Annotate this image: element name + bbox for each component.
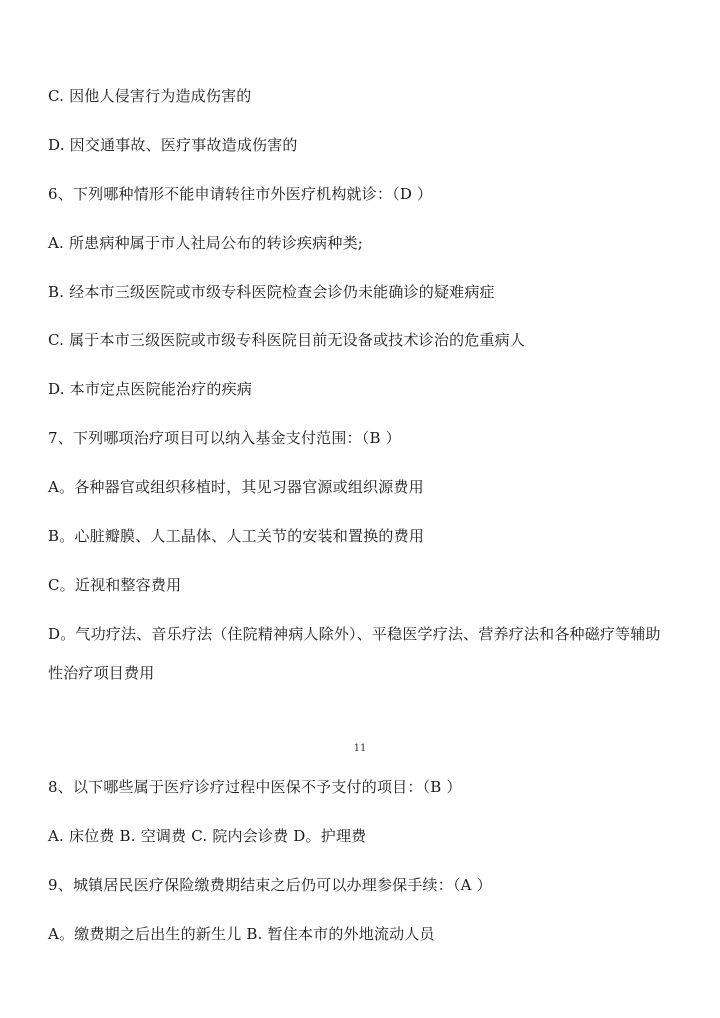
option-5c: C. 因他人侵害行为造成伤害的 [48,87,252,105]
option-6d: D. 本市定点医院能治疗的疾病 [48,380,253,398]
option-5d: D. 因交通事故、医疗事故造成伤害的 [48,136,298,154]
question-9: 9、城镇居民医疗保险缴费期结束之后仍可以办理参保手续：（A ） [48,876,492,894]
page-number: 11 [353,743,367,754]
options-8: A. 床位费 B. 空调费 C. 院内会诊费 D。护理费 [48,827,367,845]
option-7d-continued: 性治疗项目费用 [48,664,155,682]
options-9: A。缴费期之后出生的新生儿 B. 暂住本市的外地流动人员 [48,925,435,943]
option-7d: D。气功疗法、音乐疗法（住院精神病人除外）、平稳医学疗法、营养疗法和各种磁疗等辅助 [48,625,661,643]
option-7b: B。心脏瓣膜、人工晶体、人工关节的安装和置换的费用 [48,527,425,545]
question-8: 8、以下哪些属于医疗诊疗过程中医保不予支付的项目：（B ） [48,778,462,796]
option-6a: A. 所患病种属于市人社局公布的转诊疾病种类; [48,234,364,252]
option-6b: B. 经本市三级医院或市级专科医院检查会诊仍未能确诊的疑难病症 [48,283,495,301]
option-6c: C. 属于本市三级医院或市级专科医院目前无设备或技术诊治的危重病人 [48,331,526,349]
question-7: 7、下列哪项治疗项目可以纳入基金支付范围：（B ） [48,429,401,447]
question-6: 6、下列哪种情形不能申请转往市外医疗机构就诊：（D ） [48,185,433,203]
option-7a: A。各种器官或组织移植时，其见习器官源或组织源费用 [48,478,424,496]
option-7c: C。近视和整容费用 [48,576,182,594]
